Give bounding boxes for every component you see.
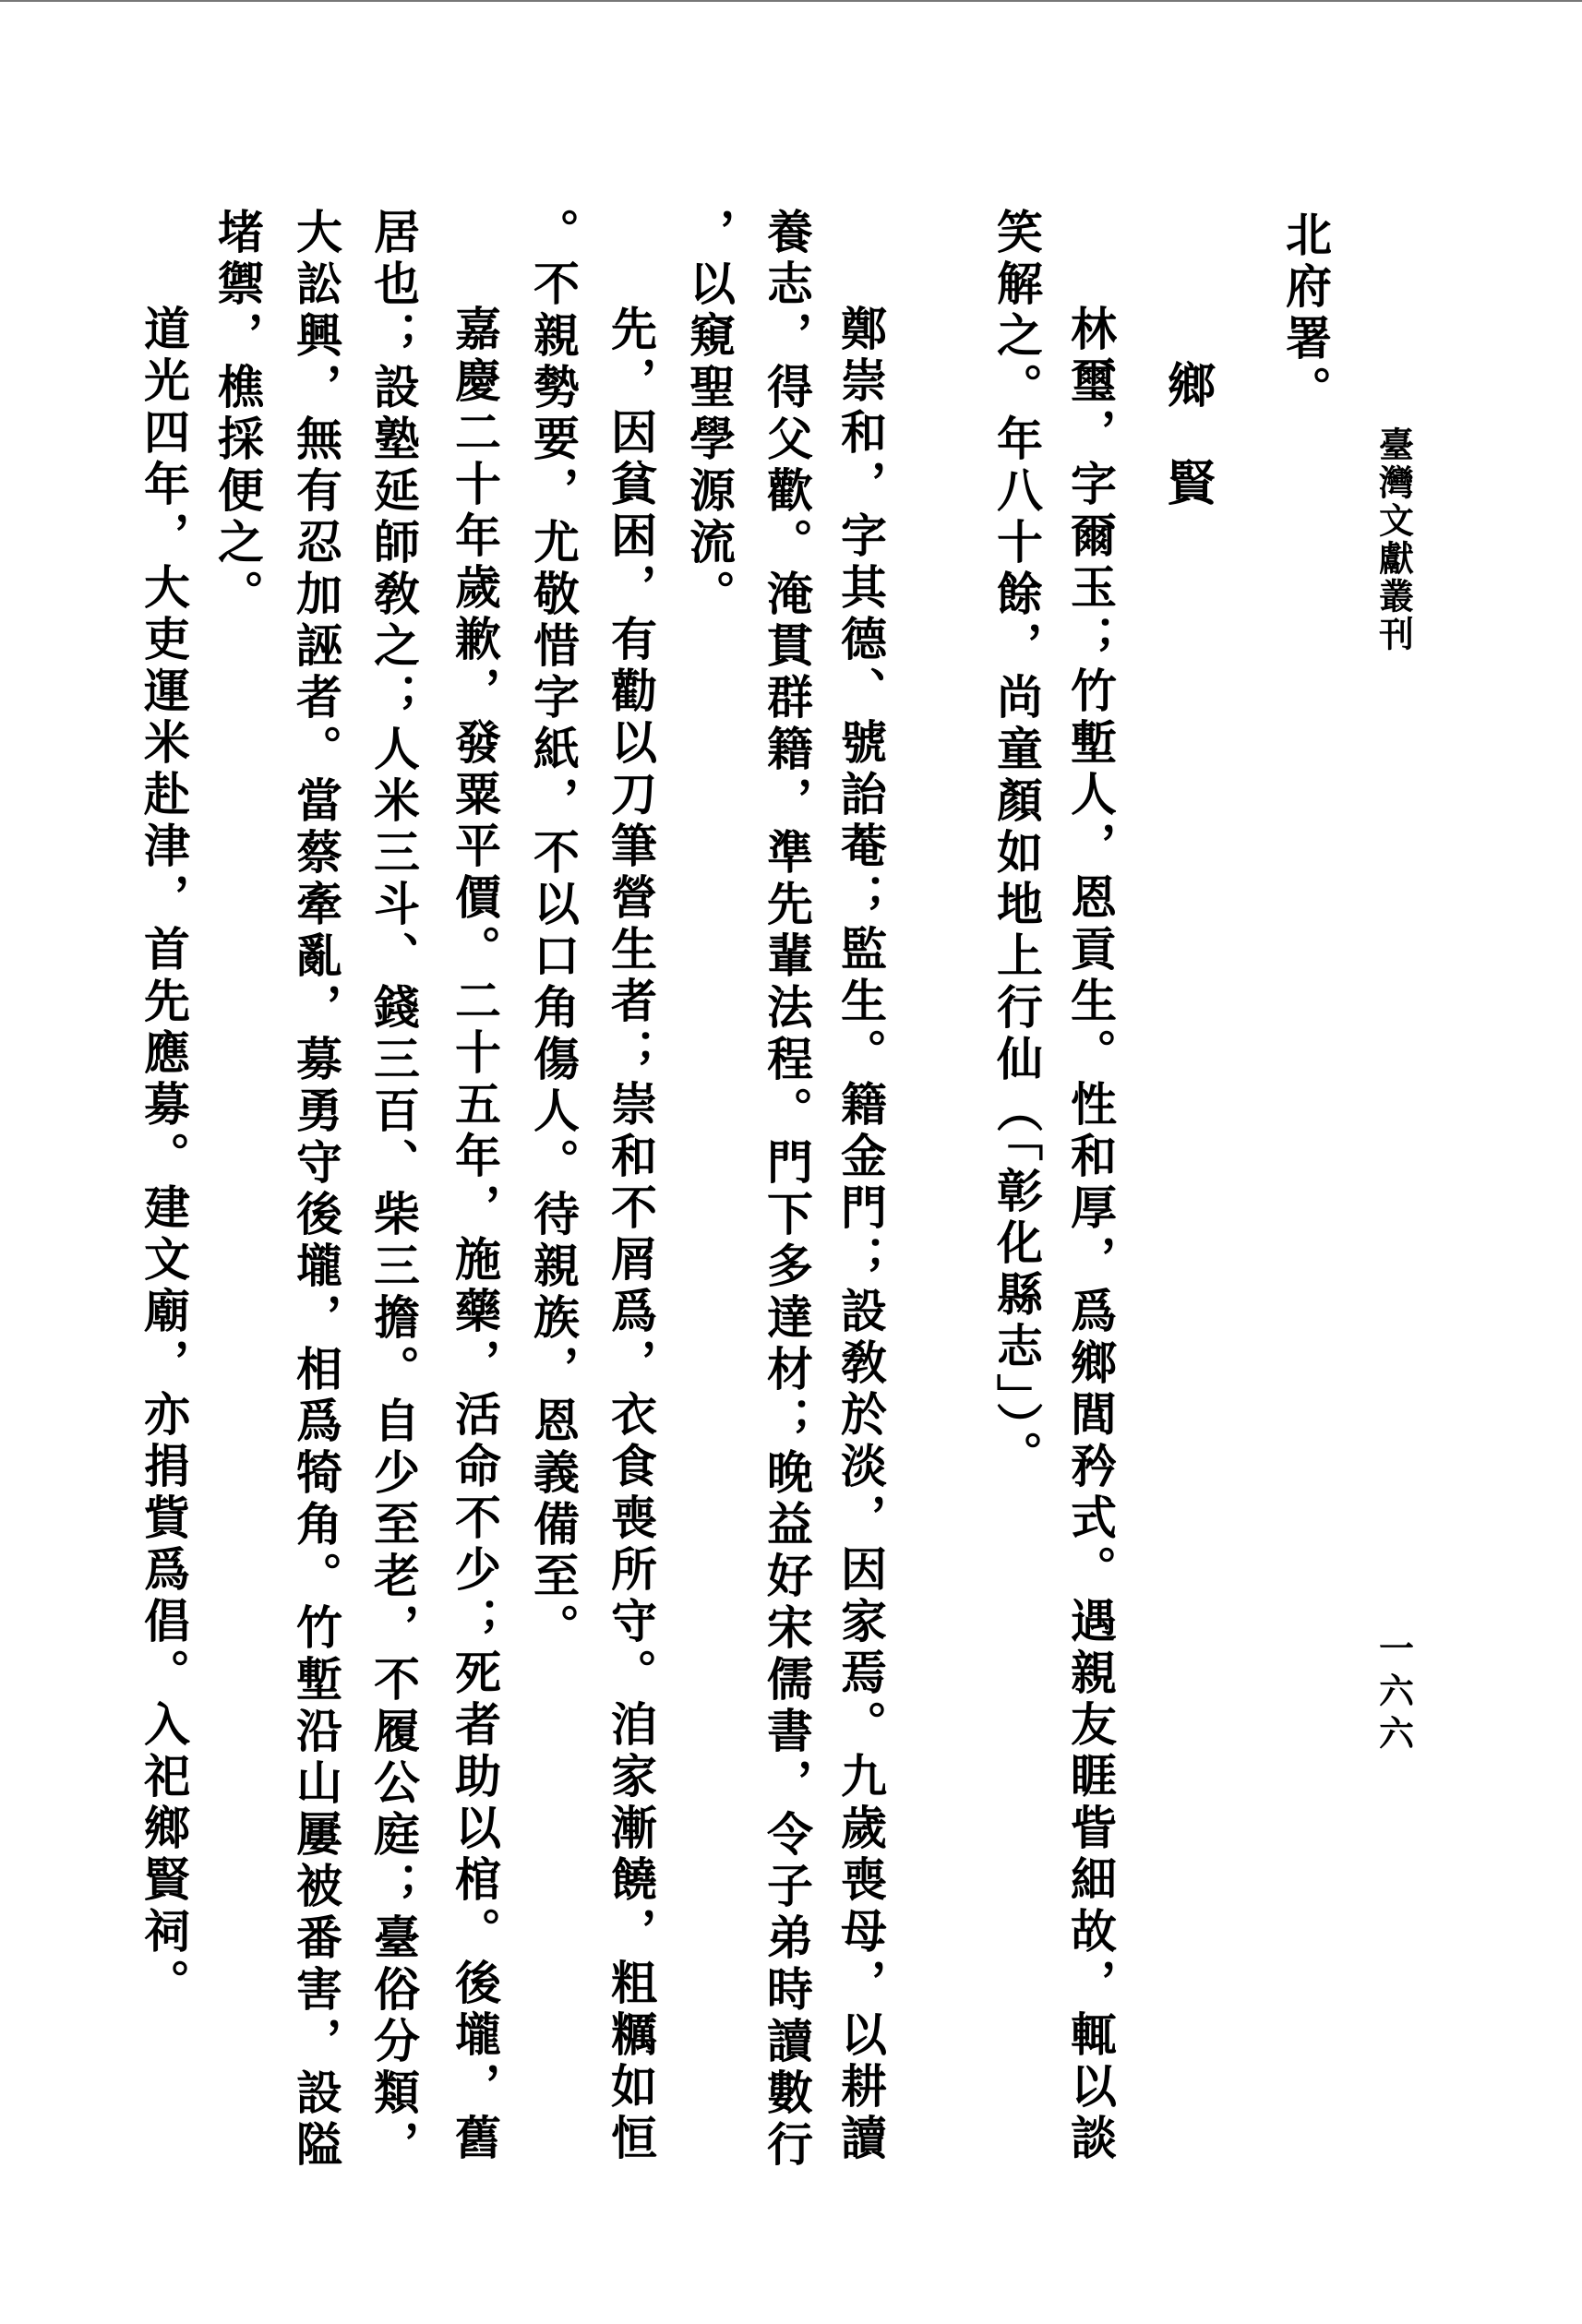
text-line-5: 養志，得父歡。淹貫群籍，準先輩法程。門下多達材；晚益好宋儒書，令子弟時讀數行 [760,208,814,2172]
page-number: 一六六 [1372,1630,1415,1757]
text-line-6: ，以窺聖學源流。 [682,208,737,621]
text-line-8: 。不親勢要，尤敬惜字紙，不以口角傷人。待親族，恩義備至。 [526,208,581,1655]
text-line-10: 居也；設塾延師敎之；人米三斗、錢三百、柴三擔。自少至老，不履公庭；臺俗分類， [366,208,421,2172]
text-line-11: 大訟興，無有忍加誣者。當蔡牽亂，募勇守後壠，相爲犄角。竹塹沿山屢被番害，設隘 [289,208,343,2172]
running-header-title: 臺灣文獻叢刊 [1372,426,1415,653]
page-top-border [0,0,1582,2]
text-line-3: 笑解之。年八十餘，尚童顏如地上行仙（「彰化縣志」）。 [989,208,1044,1482]
text-line-9: 嘉慶二十年歲歉，發粟平價。二十五年，施藥，活命不少；死者助以棺。後壠，舊 [448,305,502,2165]
text-line-13: 道光四年，大吏運米赴津，首先應募。建文廟，亦捐貲爲倡。入祀鄉賢祠。 [137,305,191,2010]
text-line-12: 堵禦，樵採便之。 [210,208,265,621]
section-heading: 鄉賢 [1158,360,1216,556]
text-line-4: 鄭崇和，字其德、號詒菴；監生。籍金門；設敎於淡，因家焉。九歲喪母，以耕讀 [833,305,888,2165]
text-line-7: 先，因貧困，有勸以刀筆營生者；崇和不屑爲，衣食喪所守。洎家漸饒，粗糲如恒 [604,305,658,2165]
text-line-1: 北府署。 [1278,210,1333,417]
text-line-2: 林璽，字爾玉；竹塹人，恩貢生。性和厚，爲鄉閭矜式。遇親友睚眥細故，輒以談 [1063,305,1118,2165]
